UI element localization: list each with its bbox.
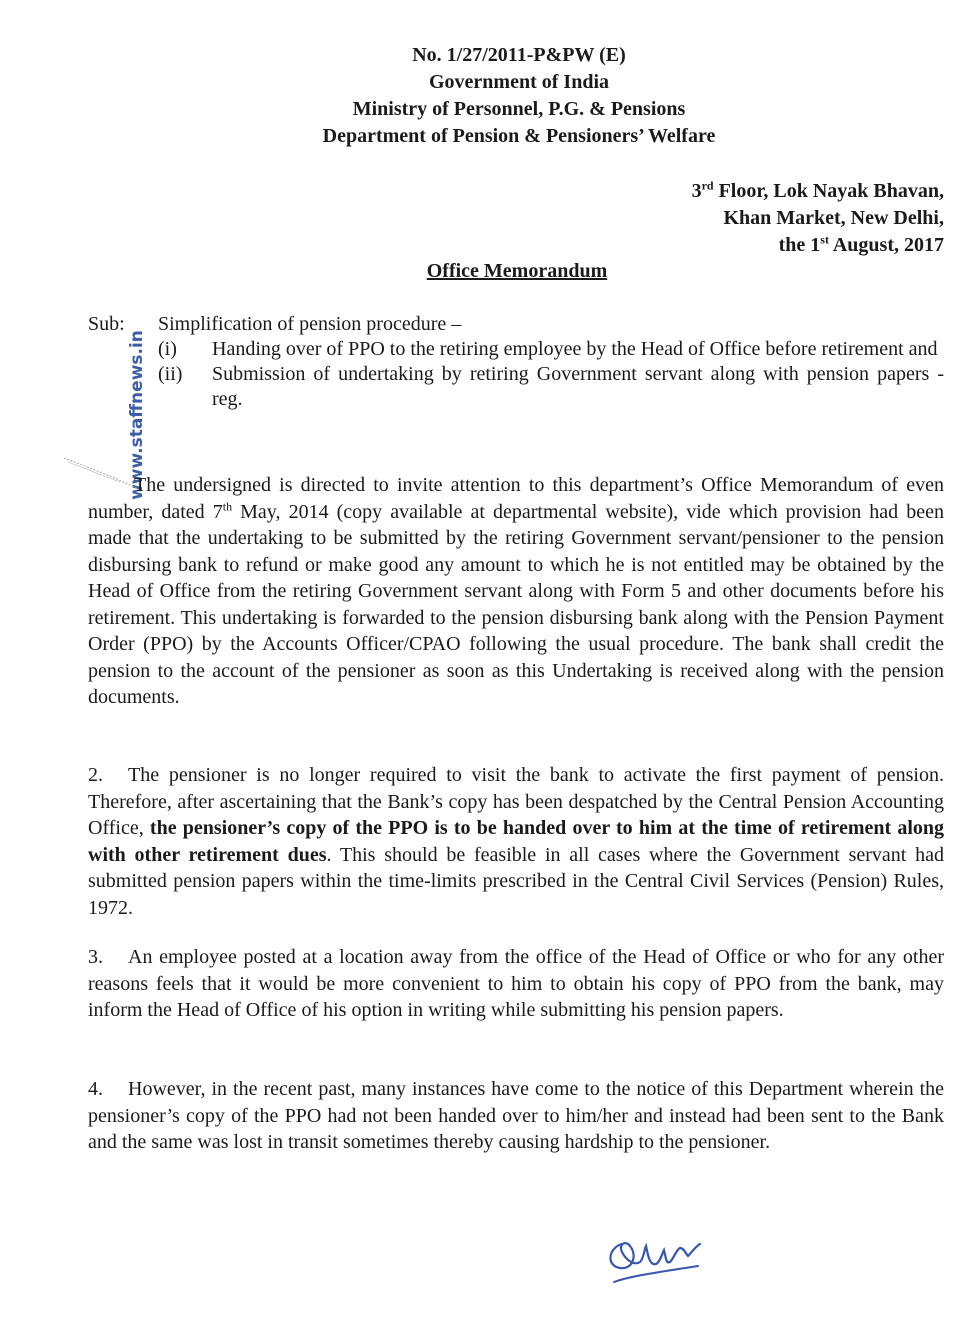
paragraph-1-text-continued: May, 2014 (copy available at departmental website), vide which provision had been made that the undertaking to be submitted by the retiring Government servant/pensioner to the pension disbursing bank to refund or make good any amount to which he is not entitled may be obtained by the Head of Office from the retiring Government servant along with Form 5 and other documents before his retirement. This undertaking is forwarded to the pension disbursing bank along with the Pension Payment Order (PPO) by the Accounts Officer/CPAO following the usual procedure. The bank shall credit the pension to the account of the pensioner as soon as this Undertaking is received along with the pension documents. [88, 500, 944, 708]
paragraph-1-text: The undersigned is directed to invite attention to this department’s Office Memorandum of even number, dated 7 [88, 474, 944, 523]
subject-item-number: (i) [158, 338, 177, 360]
address-line-1 [692, 178, 944, 205]
department-name: Department of Pension & Pensioners’ Welfare [322, 125, 716, 147]
paragraph-3 [88, 944, 944, 1024]
date-ordinal-suffix: th [222, 498, 233, 513]
date-day: the 1 [778, 234, 821, 256]
address-block [692, 178, 944, 259]
subject-block [88, 312, 944, 412]
subject-item [88, 362, 944, 412]
paragraph-number: 2. [88, 764, 103, 786]
paragraph-2-emphasis: the pensioner’s copy of the PPO is to be handed over to him at the time of retirement along with other retirement dues [88, 817, 945, 866]
date-line [692, 232, 944, 259]
address-floor-suffix: rd [701, 178, 714, 193]
handwritten-signature [600, 1222, 710, 1292]
paragraph-2-text-continued: . This should be feasible in all cases where the Government servant had submitted pension papers within the time-limits prescribed in the Central Civil Services (Pension) Rules, 1972. [88, 843, 944, 919]
address-floor-number: 3 [691, 180, 702, 202]
subject-item-text: Handing over of PPO to the retiring employee by the Head of Office before retirement and [212, 338, 938, 360]
paragraph-4-text: However, in the recent past, many instances have come to the notice of this Department wherein the pensioner’s copy of the PPO had not been handed over to him/her and instead had been sent to the Bank and the same was lost in transit sometimes thereby causing hardship to the pensioner. [88, 1078, 944, 1153]
subject-heading: Simplification of pension procedure – [158, 313, 462, 335]
subject-label: Sub: [88, 313, 125, 335]
paragraph-4 [88, 1076, 944, 1156]
paragraph-number: 4. [88, 1078, 103, 1100]
date-month-year: August, 2017 [828, 234, 944, 256]
document-title: Office Memorandum [426, 260, 608, 282]
letterhead [0, 42, 980, 150]
subject-item-text: Submission of undertaking by retiring Government servant along with pension papers - reg. [212, 363, 944, 410]
subject-item-number: (ii) [158, 363, 183, 385]
ministry-name: Ministry of Personnel, P.G. & Pensions [352, 98, 686, 120]
paragraph-3-text: An employee posted at a location away from the office of the Head of Office or who for any other reasons feels that it would be more convenient to him to obtain his copy of PPO from the bank, may inform the Head of Office of his option in writing while submitting his pension papers. [88, 946, 944, 1021]
paragraph-2-text: The pensioner is no longer required to visit the bank to activate the first payment of pension. Therefore, after ascertaining that the Bank’s copy has been despatched by the Central Pension Accounting Office, [88, 764, 944, 839]
paragraph-2 [88, 762, 944, 921]
paragraph-number: 3. [88, 946, 103, 968]
government-name: Government of India [429, 71, 609, 93]
subject-item [88, 337, 944, 362]
file-number: No. 1/27/2011-P&PW (E) [412, 44, 626, 66]
watermark-text: www.staffnews.in [127, 330, 147, 500]
address-line-2: Khan Market, New Delhi, [723, 207, 944, 229]
paragraph-1 [88, 472, 944, 711]
date-day-suffix: st [820, 232, 829, 247]
subject-heading-row [88, 312, 944, 337]
address-building: Floor, Lok Nayak Bhavan, [713, 180, 944, 202]
